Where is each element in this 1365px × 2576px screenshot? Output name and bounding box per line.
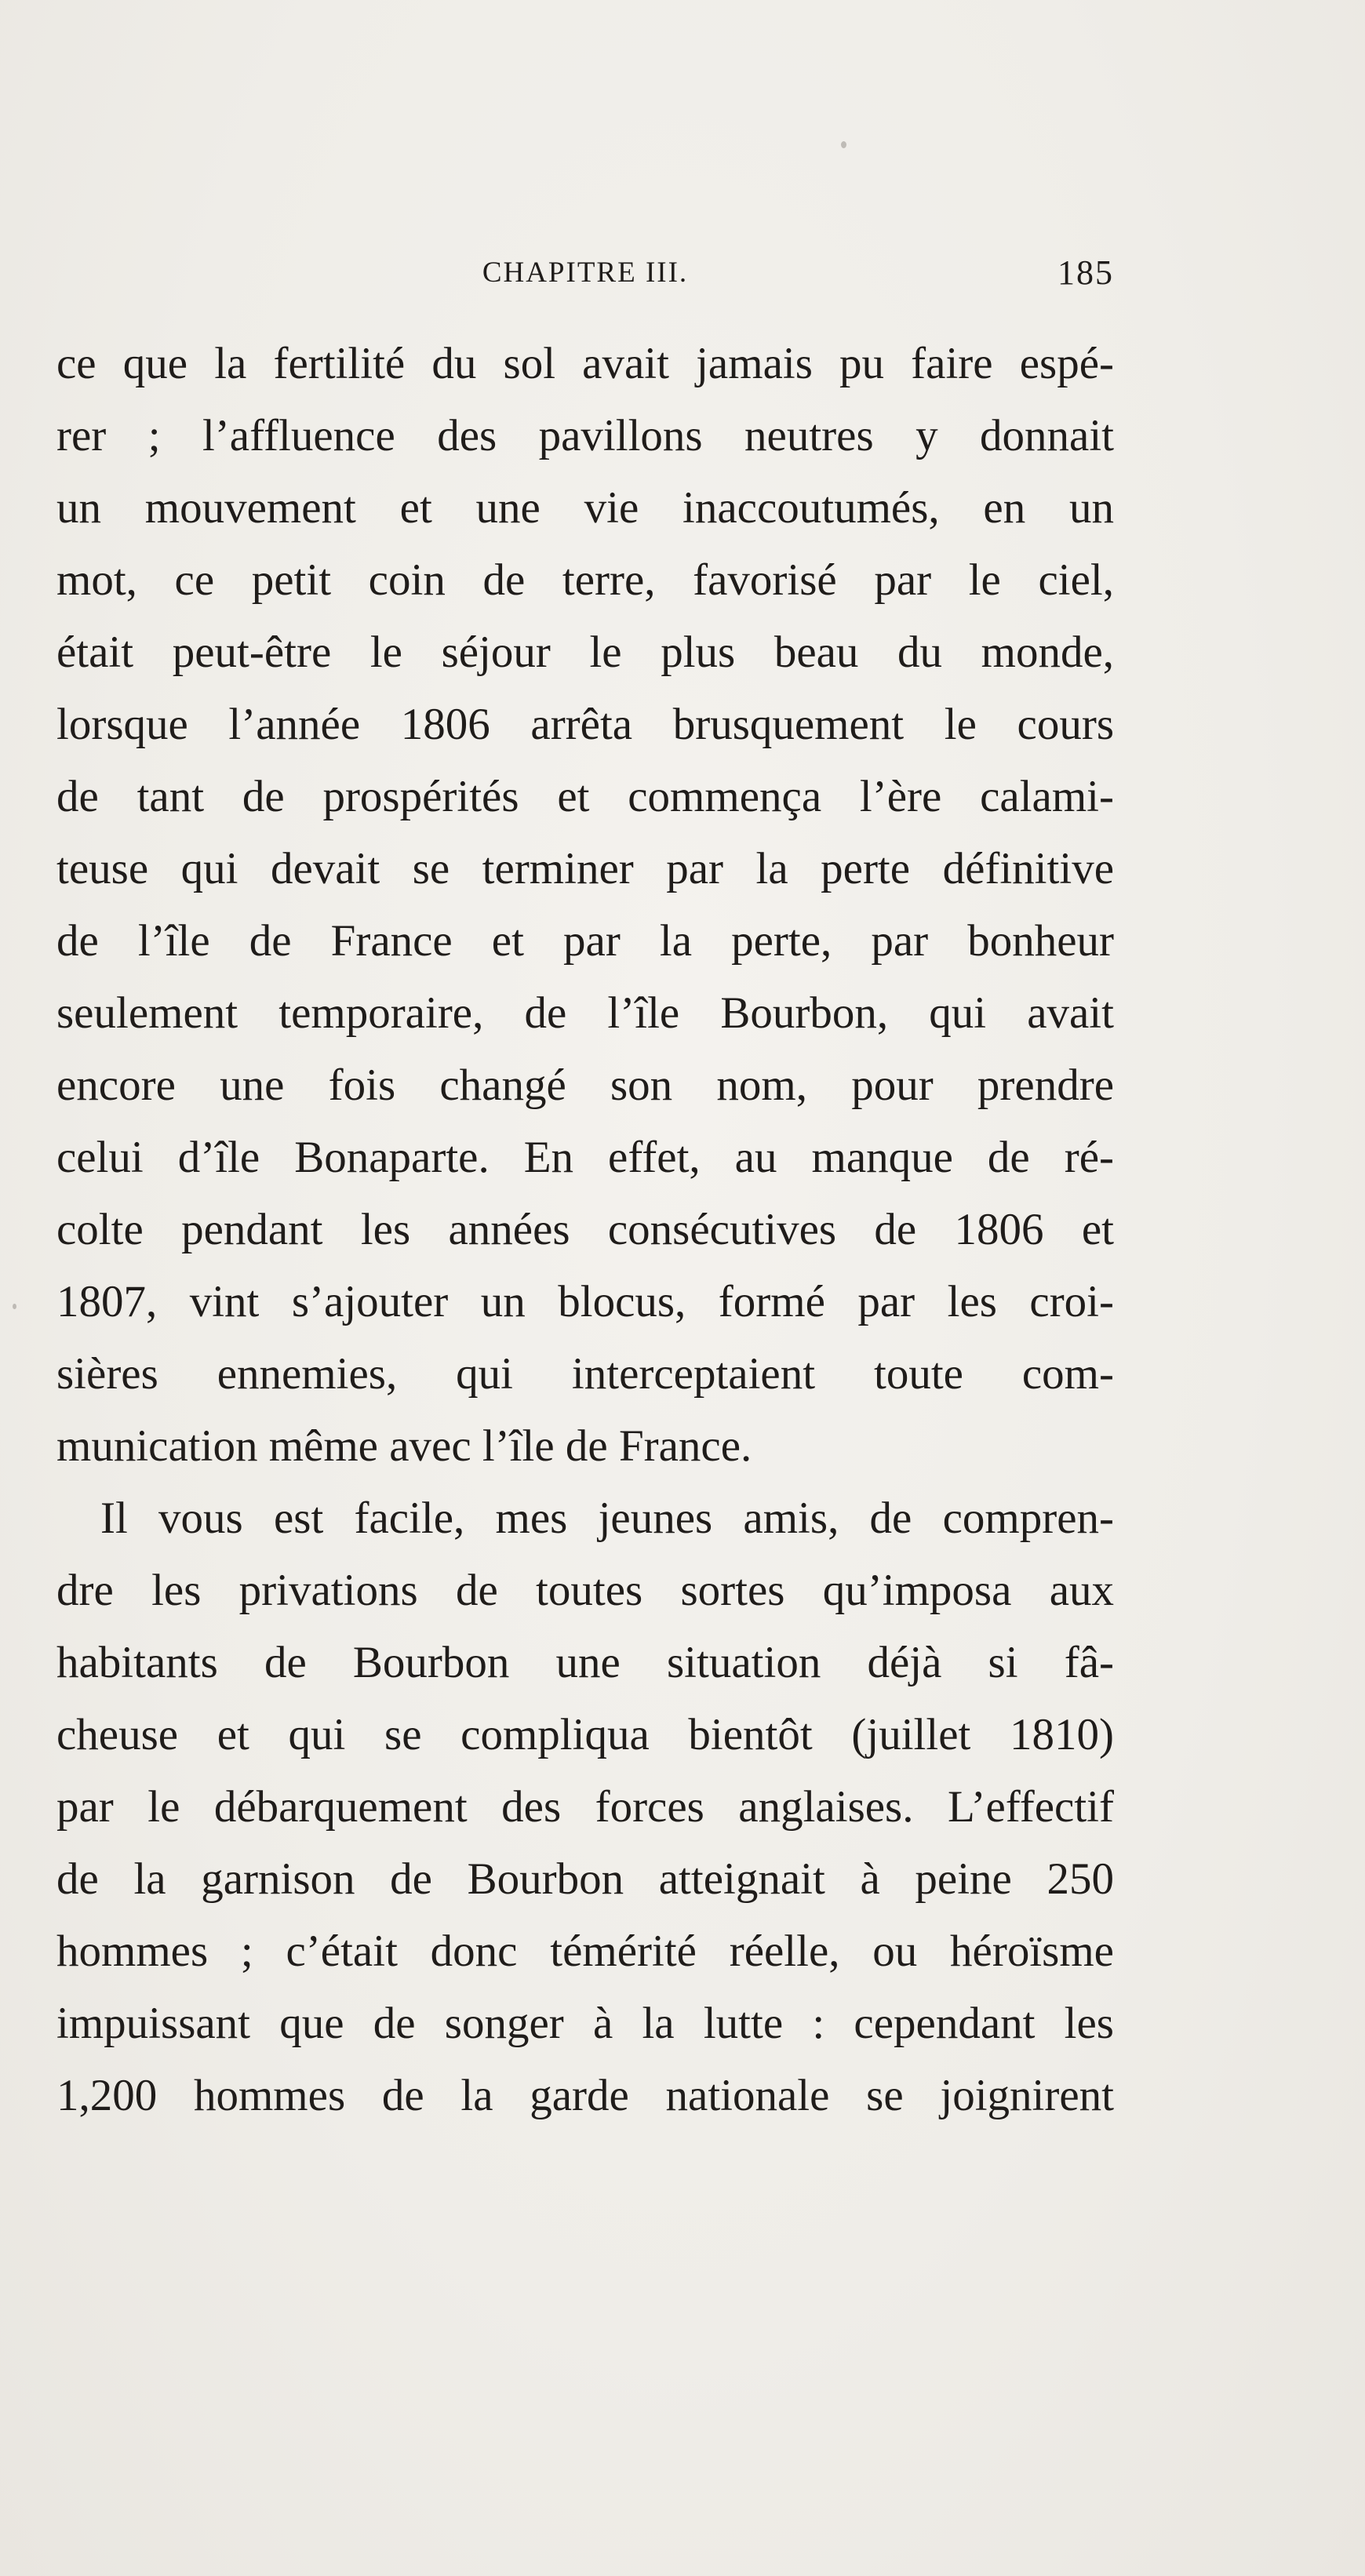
text-line: ce que la fertilité du sol avait jamais pu faire espé-	[56, 339, 1114, 388]
paragraph-start-line: Il vous est facile, mes jeunes amis, de compren-	[100, 1494, 1114, 1543]
text-line: 1807, vint s’ajouter un blocus, formé par les croi-	[56, 1277, 1114, 1326]
paper-speck	[841, 141, 846, 148]
text-line: 1,200 hommes de la garde nationale se joignirent	[56, 2071, 1114, 2120]
text-line: était peut-être le séjour le plus beau du monde,	[56, 628, 1114, 677]
running-title: CHAPITRE III.	[482, 257, 689, 289]
text-line: un mouvement et une vie inaccoutumés, en un	[56, 483, 1114, 533]
page-number: 185	[1057, 253, 1114, 292]
text-line: par le débarquement des forces anglaises. L’effectif	[56, 1782, 1114, 1832]
text-line: habitants de Bourbon une situation déjà si fâ-	[56, 1638, 1114, 1687]
text-line: de tant de prospérités et commença l’ère calami-	[56, 772, 1114, 821]
text-line: sières ennemies, qui interceptaient toute com-	[56, 1349, 1114, 1399]
running-head	[56, 249, 1114, 297]
text-line: impuissant que de songer à la lutte : cependant les	[56, 1999, 1114, 2048]
paragraph-end-line: munication même avec l’île de France.	[56, 1421, 752, 1471]
paper-speck	[13, 1304, 16, 1309]
text-line: de l’île de France et par la perte, par bonheur	[56, 916, 1114, 966]
text-line: cheuse et qui se compliqua bientôt (juillet 1810)	[56, 1710, 1114, 1759]
body-text	[56, 328, 1114, 2132]
text-line: teuse qui devait se terminer par la perte définitive	[56, 844, 1114, 893]
text-line: de la garnison de Bourbon atteignait à peine 250	[56, 1854, 1114, 1904]
text-line: dre les privations de toutes sortes qu’imposa aux	[56, 1566, 1114, 1615]
text-line: seulement temporaire, de l’île Bourbon, qui avait	[56, 988, 1114, 1038]
text-line: rer ; l’affluence des pavillons neutres y donnait	[56, 411, 1114, 460]
text-line: hommes ; c’était donc témérité réelle, ou héroïsme	[56, 1927, 1114, 1976]
text-line: encore une fois changé son nom, pour prendre	[56, 1061, 1114, 1110]
text-line: lorsque l’année 1806 arrêta brusquement le cours	[56, 700, 1114, 749]
text-line: colte pendant les années consécutives de 1806 et	[56, 1205, 1114, 1254]
text-line: mot, ce petit coin de terre, favorisé par le ciel,	[56, 555, 1114, 605]
text-line: celui d’île Bonaparte. En effet, au manque de ré-	[56, 1133, 1114, 1182]
